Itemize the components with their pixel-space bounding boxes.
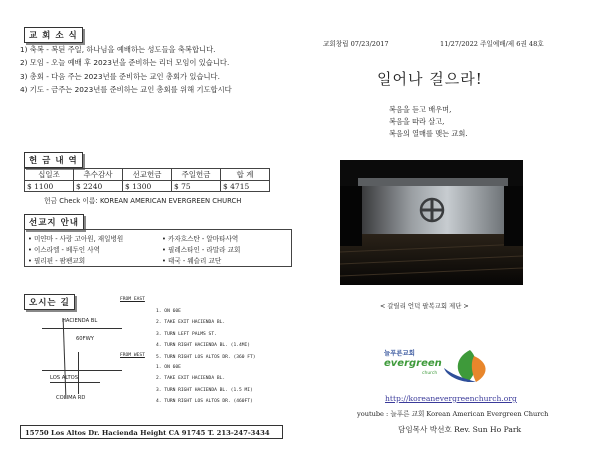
map-road xyxy=(42,328,122,329)
news-item: 1) 축복 - 복된 주일, 하나님을 예배하는 성도들을 축복합니다. xyxy=(20,45,216,54)
mission-item: • 필리핀 - 팜팬교회 xyxy=(28,257,86,265)
direction-step: 3. TURN LEFT PALMS ST. xyxy=(156,331,217,337)
logo-korean: 늘푸른교회 xyxy=(384,349,415,357)
map-road xyxy=(63,318,67,398)
logo-english: evergreen xyxy=(384,358,442,369)
motto xyxy=(389,104,468,140)
offering-header: 선교헌금 xyxy=(123,169,172,181)
photo-caption: < 갈릴리 언덕 팔복교회 제단 > xyxy=(380,302,469,310)
map-label: HACIENDA BL xyxy=(62,318,98,324)
news-item: 4) 기도 - 금주는 2023년를 준비하는 교인 총회를 위해 기도합시다 xyxy=(20,84,232,94)
check-name: 헌금 Check 이름: KOREAN AMERICAN EVERGREEN CHURCH xyxy=(44,197,242,205)
directions-west xyxy=(120,350,253,408)
website-link[interactable]: http://koreanevergreenchurch.org xyxy=(385,394,517,403)
offering-header: 주일헌금 xyxy=(172,169,221,181)
map-label: 60FWY xyxy=(76,336,94,342)
direction-step: 1. ON 60E xyxy=(156,364,181,370)
map-label: LOS ALTOS xyxy=(50,375,78,381)
news-heading: 교 회 소 식 xyxy=(24,27,83,43)
map-road xyxy=(50,382,100,383)
map-road xyxy=(78,352,79,394)
mission-item: • 태국 - 웨슬리 교단 xyxy=(162,257,222,265)
pastor-name: 담임목사 박선호 Rev. Sun Ho Park xyxy=(398,425,522,434)
direction-step: 4. TURN RIGHT LOS ALTOS DR. (460FT) xyxy=(156,399,253,405)
offering-value: $ 1300 xyxy=(123,181,172,192)
offering-header: 합 계 xyxy=(221,169,270,181)
mission-item: • 카자흐스탄 - 알마타사역 xyxy=(162,235,239,243)
missions-heading: 선교지 안내 xyxy=(24,214,84,230)
directions-heading: 오시는 길 xyxy=(24,294,75,310)
direction-step: 5. TURN RIGHT LOS ALTOS DR. (360 FT) xyxy=(156,354,256,360)
direction-step: 1. ON 60E xyxy=(156,308,181,314)
service-date: 11/27/2022 주일예배/제 6권 48호 xyxy=(440,40,544,48)
youtube-info: youtube : 늘푸른 교회 Korean American Evergreen Church xyxy=(357,410,549,418)
altar-photo-graphic xyxy=(340,160,523,285)
mission-item: • 미얀마 - 사랑 고아원, 재일병원 xyxy=(28,235,124,243)
offering-heading: 헌 금 내 역 xyxy=(24,152,83,168)
offering-header: 십일조 xyxy=(25,169,74,181)
map-label: COLIMA RD xyxy=(56,395,86,401)
map-road xyxy=(42,370,122,371)
offering-value: $ 4715 xyxy=(221,181,270,192)
offering-value: $ 1100 xyxy=(25,181,74,192)
news-item: 3) 총회 - 다음 주는 2023년를 준비하는 교인 총회가 있습니다. xyxy=(20,71,220,81)
motto-line: 복음의 열매를 맺는 교회. xyxy=(389,129,468,138)
offering-value: $ 75 xyxy=(172,181,221,192)
news-item: 2) 모임 - 오늘 예배 후 2023년을 준비하는 리더 모임이 있습니다. xyxy=(20,58,230,68)
direction-step: 4. TURN RIGHT HACIENDA BL. (1.4MI) xyxy=(156,343,251,349)
directions-west-heading: FROM WEST xyxy=(120,353,145,358)
direction-step: 2. TAKE EXIT HACIENDA BL. xyxy=(156,376,226,382)
mission-item: • 이스라엘 - 베두인 사역 xyxy=(28,246,100,254)
offering-header: 추수감사 xyxy=(74,169,123,181)
founded-date: 교회창립 07/23/2017 xyxy=(323,40,389,48)
motto-line: 복음을 따라 살고, xyxy=(389,117,445,126)
mission-item: • 필레스타인 - 라말라 교회 xyxy=(162,246,241,254)
missions-box xyxy=(24,229,292,267)
motto-line: 복음을 듣고 배우며, xyxy=(389,105,452,114)
offering-value: $ 2240 xyxy=(74,181,123,192)
page-title: 일어나 걸으라! xyxy=(377,70,483,88)
logo-sub: church xyxy=(422,371,438,376)
direction-step: 3. TURN RIGHT HACIENDA BL. (1.5 MI) xyxy=(156,387,253,393)
direction-step: 2. TAKE EXIT HACIENDA BL. xyxy=(156,320,226,326)
news-list xyxy=(20,43,232,96)
offering-table xyxy=(24,168,270,192)
address-bar: 15750 Los Altos Dr. Hacienda Height CA 91745 T. 213-247-3434 xyxy=(20,425,283,439)
church-logo xyxy=(384,346,494,386)
altar-photo xyxy=(340,160,523,285)
directions-east-heading: FROM EAST xyxy=(120,297,145,302)
